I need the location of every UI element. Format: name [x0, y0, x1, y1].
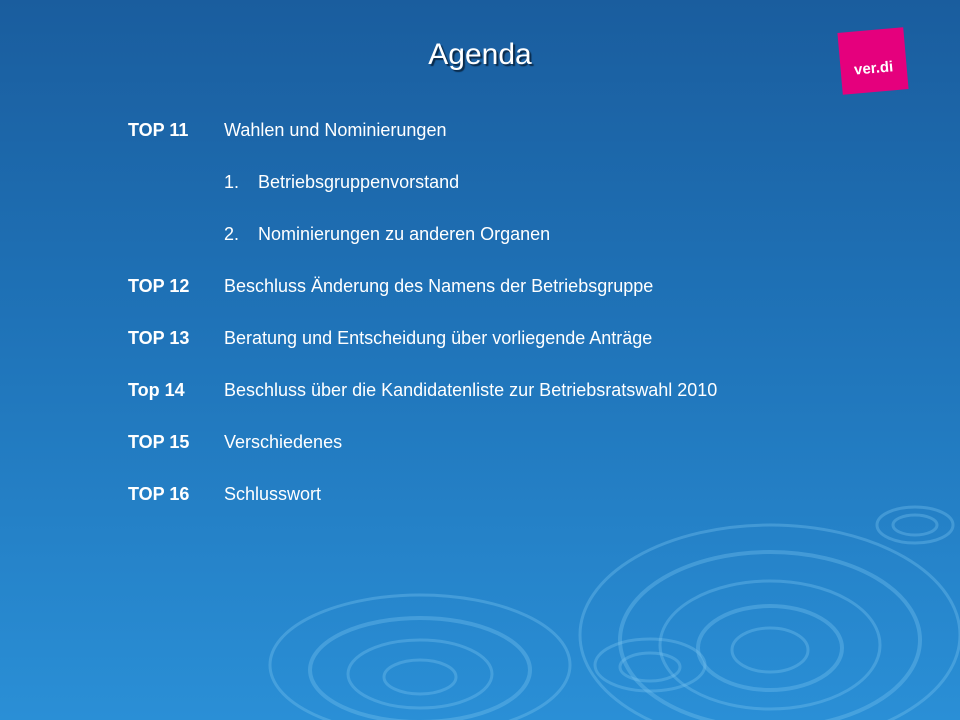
agenda-item — [128, 120, 928, 172]
agenda-subitem-number: 2. — [224, 224, 240, 244]
agenda-item — [128, 432, 928, 484]
verdi-logo — [837, 27, 908, 95]
agenda-subitem-text: Nominierungen zu anderen Organen — [258, 224, 551, 244]
agenda-item — [128, 380, 928, 432]
agenda-item-text: Beschluss Änderung des Namens der Betriebsgruppe — [224, 276, 654, 296]
agenda-item-text: Verschiedenes — [224, 432, 343, 452]
agenda-subitem-text: Betriebsgruppenvorstand — [258, 172, 460, 192]
agenda-item-text: Schlusswort — [224, 484, 322, 504]
agenda-item — [128, 484, 928, 536]
agenda-item-text: Beratung und Entscheidung über vorliegende Anträge — [224, 328, 653, 348]
agenda-item-text: Wahlen und Nominierungen — [224, 120, 447, 140]
agenda-subitem — [128, 172, 928, 224]
agenda-subitem — [128, 224, 928, 276]
agenda-subitem-number: 1. — [224, 172, 240, 192]
agenda-item-key: Top 14 — [128, 380, 185, 400]
agenda-list — [128, 120, 928, 536]
agenda-item — [128, 276, 928, 328]
agenda-item-key: TOP 15 — [128, 432, 190, 452]
page-title: Agenda — [428, 38, 532, 71]
agenda-item-key: TOP 13 — [128, 328, 190, 348]
agenda-item-key: TOP 11 — [128, 120, 189, 140]
logo-text: ver.di — [853, 57, 894, 79]
agenda-item — [128, 328, 928, 380]
agenda-item-text: Beschluss über die Kandidatenliste zur Betriebsratswahl 2010 — [224, 380, 718, 400]
agenda-item-key: TOP 16 — [128, 484, 190, 504]
agenda-item-key: TOP 12 — [128, 276, 190, 296]
